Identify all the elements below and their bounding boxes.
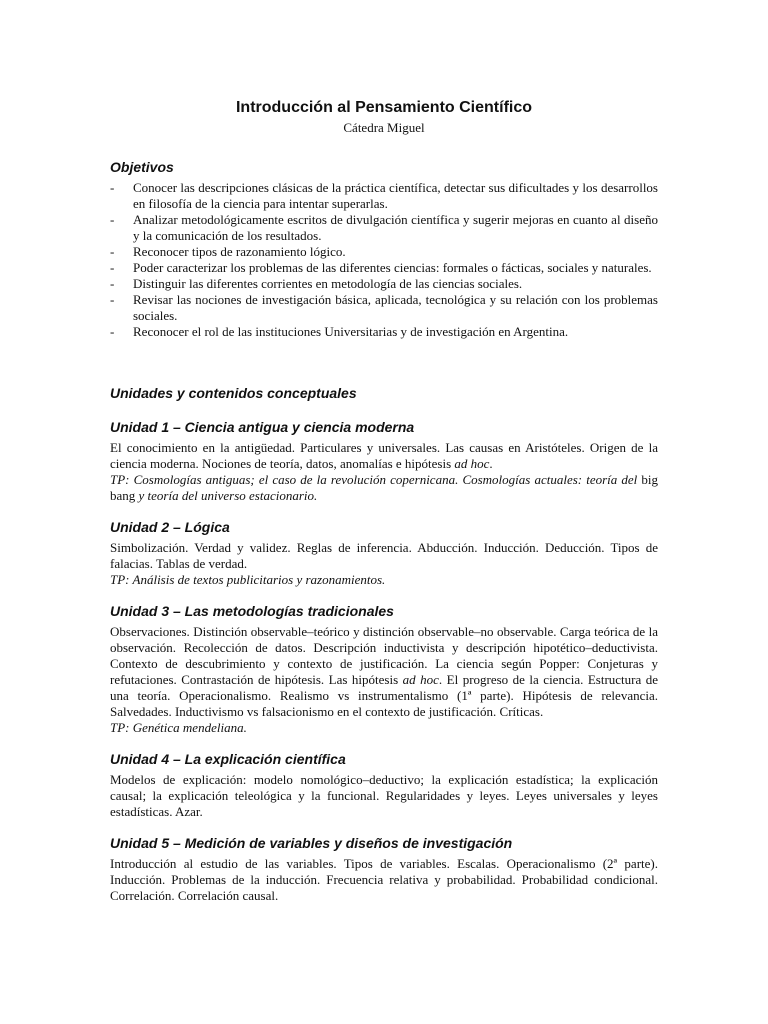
- unit-3-body: Observaciones. Distinción observable–teórico y distinción observable–no observable. Carga teórica de la observación. Recolección de datos. Descripción inductivista y descripción hipotético–deductivista. Contexto de descubrimiento y contexto de justificación. La ciencia según Popper: Conjeturas y refutaciones. Contrastación de hipótesis. Las hipótesis ad hoc. El progreso de la ciencia. Estructura de una teoría. Operacionalismo. Realismo vs instrumentalismo (1ª parte). Hipótesis de relevancia. Salvedades. Inductivismo vs falsacionismo en el contexto de justificación. Críticas.: [110, 624, 659, 719]
- objective-item: - Distinguir las diferentes corrientes en metodología de las ciencias sociales.: [110, 276, 523, 291]
- unit-4-body: Modelos de explicación: modelo nomológico–deductivo; la explicación estadística; la explicación causal; la explicación teleológica y la funcional. Regularidades y leyes. Leyes universales y leyes estadísticas. Azar.: [110, 772, 658, 819]
- unit-1-tp: TP: Cosmologías antiguas; el caso de la revolución copernicana. Cosmologías actuales: teoría del big bang y teoría del universo estacionario.: [110, 472, 659, 503]
- unit-2-tp: TP: Análisis de textos publicitarios y razonamientos.: [110, 572, 386, 587]
- objective-item: - Conocer las descripciones clásicas de la práctica científica, detectar sus dificultades y los desarrollos en filosofía de la ciencia para intentar superarlas.: [110, 180, 658, 211]
- unit-2-heading: Unidad 2 – Lógica: [110, 519, 230, 535]
- objective-item: - Reconocer el rol de las instituciones Universitarias y de investigación en Argentina.: [110, 324, 569, 339]
- units-heading: Unidades y contenidos conceptuales: [110, 385, 357, 401]
- unit-1-body: El conocimiento en la antigüedad. Particulares y universales. Las causas en Aristóteles. Origen de la ciencia moderna. Nociones de teoría, datos, anomalías e hipótesis ad hoc.: [110, 440, 658, 471]
- objectives-list: [110, 180, 658, 340]
- unit-1-heading: Unidad 1 – Ciencia antigua y ciencia moderna: [110, 419, 415, 435]
- document-page: [110, 98, 658, 904]
- unit-5-body: Introducción al estudio de las variables. Tipos de variables. Escalas. Operacionalismo (2ª parte). Inducción. Problemas de la inducción. Frecuencia relativa y probabilidad. Probabilidad condicional. Correlación. Correlación causal.: [110, 856, 658, 903]
- objective-item: - Poder caracterizar los problemas de las diferentes ciencias: formales o fácticas, sociales y naturales.: [110, 260, 652, 275]
- objective-item: - Analizar metodológicamente escritos de divulgación científica y sugerir mejoras en cuanto al diseño y la comunicación de los resultados.: [110, 212, 658, 243]
- unit-3-tp: TP: Genética mendeliana.: [110, 720, 247, 735]
- objective-item: - Reconocer tipos de razonamiento lógico.: [110, 244, 346, 259]
- objectives-heading: Objetivos: [110, 159, 174, 175]
- unit-5-heading: Unidad 5 – Medición de variables y diseños de investigación: [110, 835, 513, 851]
- unit-2-body: Simbolización. Verdad y validez. Reglas de inferencia. Abducción. Inducción. Deducción. Tipos de falacias. Tablas de verdad.: [110, 540, 658, 571]
- unit-3-heading: Unidad 3 – Las metodologías tradicionales: [110, 603, 394, 619]
- document-subtitle: Cátedra Miguel: [343, 120, 425, 135]
- document-title: Introducción al Pensamiento Científico: [235, 99, 533, 116]
- objective-item: - Revisar las nociones de investigación básica, aplicada, tecnológica y su relación con los problemas sociales.: [110, 292, 658, 323]
- unit-4-heading: Unidad 4 – La explicación científica: [110, 751, 346, 767]
